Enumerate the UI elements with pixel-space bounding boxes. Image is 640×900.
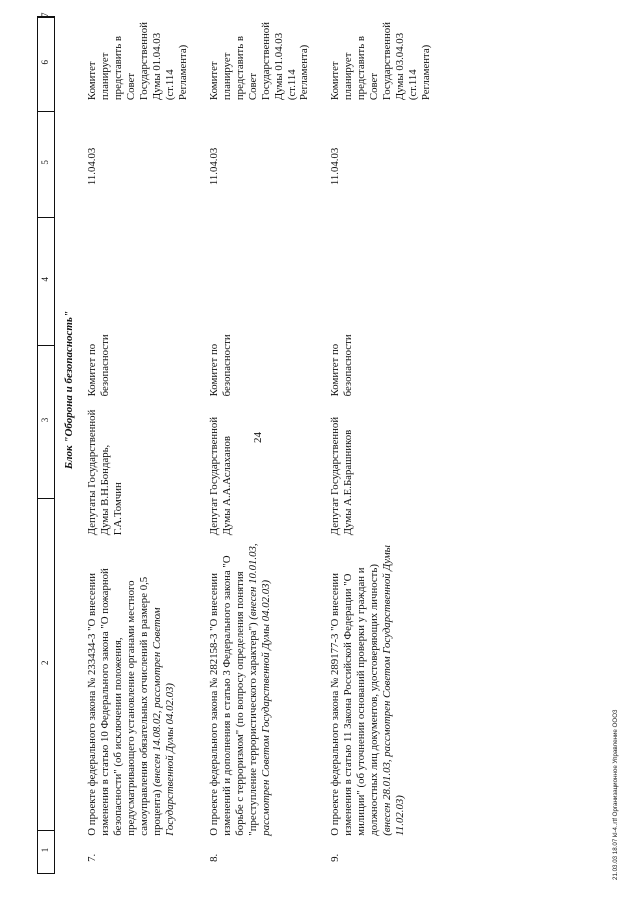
header-col-1: 1	[38, 830, 54, 873]
header-col-3: 3	[38, 345, 54, 499]
bill-title-number: О проекте федерального закона № 289177-3	[329, 633, 342, 836]
header-col-5: 5	[38, 111, 54, 217]
bill-title-number: О проекте федерального закона № 282158-3	[207, 633, 220, 836]
agenda-table	[37, 12, 451, 874]
header-col-2: 2	[38, 499, 54, 831]
bill-body: "О внесении изменения в статью 11 Закона Российской Федерации "О милиции" (об уточнении оснований проверки у граждан и должностных лиц документов, удостоверяющих личность)	[329, 564, 381, 836]
bill-note: (внесен 10.01.03, рассмотрен Советом Государственной Думы 04.02.03)	[246, 543, 272, 836]
bill-body: "О внесении изменений и дополнения в статью 3 Федерального закона "О борьбе с терроризмом" (по вопросу определения понятия "преступление террористического характера")	[207, 555, 259, 836]
header-col-4: 4	[38, 217, 54, 345]
date: 11.04.03	[86, 147, 99, 186]
committee: Комитет по безопасности	[329, 334, 355, 397]
table-row	[86, 16, 190, 874]
bill-description	[329, 535, 433, 835]
bill-note: (внесен 28.01.03, рассмотрен Советом Государственной Думы 11.02.03)	[381, 545, 407, 836]
date: 11.04.03	[329, 147, 342, 186]
initiators: Депутат Государственной Думы А.Е.Барашников	[329, 416, 355, 536]
bill-body: "О внесении изменения в статью 10 Федерального закона "О пожарной безопасности" (об исключении положения, предусматривающего установление органами местного самоуправления обязательных отчислений в размере 0,5 процента)	[86, 568, 163, 836]
table-row	[208, 16, 312, 874]
initiators: Депутат Государственной Думы А.А.Аслаханов	[207, 416, 233, 536]
block-title: Блок "Оборона и безопасность"	[63, 310, 75, 470]
row-number: 8.	[207, 853, 220, 862]
committee: Комитет по безопасности	[207, 334, 233, 397]
table-header: 1 2 3 4 5 6 7	[37, 16, 55, 874]
initiators: Депутаты Государственной Думы В.Н.Бондарь, Г.А.Томчин	[86, 409, 125, 536]
committee: Комитет по безопасности	[86, 334, 112, 397]
footer-note: 21.03.03 18.07 kl-4..rtf Организационное Управление ООО3	[612, 709, 619, 880]
column-5-cell	[329, 185, 433, 281]
column-5-cell	[86, 185, 190, 281]
bill-description	[86, 535, 190, 835]
status: Комитет планирует представить в Совет Государственной Думы 01.04.03 (ст.114 Регламента)	[207, 22, 311, 101]
date: 11.04.03	[207, 147, 220, 186]
bill-note: (внесен 14.08.02, рассмотрен Советом Государственной Думы 04.02.03)	[150, 607, 176, 836]
page-number: 24	[252, 432, 264, 443]
status: Комитет планирует представить в Совет Государственной Думы 03.04.03 (ст.114 Регламента)	[329, 22, 433, 101]
row-number: 9.	[329, 853, 342, 862]
header-col-6: 6	[38, 17, 54, 111]
column-5-cell	[208, 185, 312, 281]
status: Комитет планирует представить в Совет Государственной Думы 01.04.03 (ст.114 Регламента)	[86, 22, 189, 101]
table-row	[329, 16, 433, 874]
bill-title-number: О проекте федерального закона № 233434-3	[86, 633, 99, 836]
bill-description	[208, 535, 312, 835]
row-number: 7.	[86, 853, 99, 862]
